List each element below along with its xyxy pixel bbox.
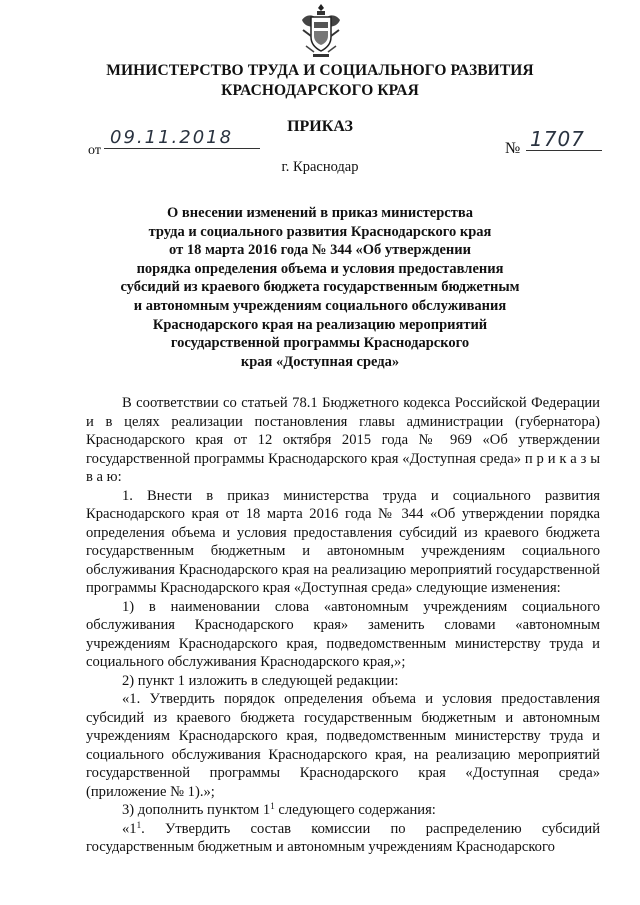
subject-line: субсидий из краевого бюджета государственным бюджетным: [120, 279, 520, 296]
body-paragraph: 1) в наименовании слова «автономным учреждениям социального обслуживания Краснодарского края» заменить словами «автономным учреждениям Краснодарского края, подведомственным министерству труда и социального обслуживания Краснодарского края,»;: [86, 598, 600, 670]
paragraph-text: «1: [122, 820, 137, 837]
number-label: №: [505, 140, 521, 157]
paragraph-text: . Утвердить состав комиссии по распределению субсидий государственным бюджетным и автономным учреждениям Краснодарского: [86, 820, 600, 855]
order-subject: [120, 204, 520, 371]
paragraph-text: 3) дополнить пунктом 1: [122, 802, 271, 818]
superscript: 1: [270, 801, 275, 811]
body-paragraph: 2) пункт 1 изложить в следующей редакции:: [122, 672, 399, 689]
subject-line: порядка определения объема и условия предоставления: [136, 260, 504, 277]
subject-line: труда и социального развития Краснодарского края: [148, 223, 492, 240]
body-paragraph: 1. Внести в приказ министерства труда и социального развития Краснодарского края от 18 марта 2016 года № 344 «Об утверждении порядка определения объема и условия предоставления субсидий из краевого бюджета государственным бюджетным и автономным учреждениям социального обслуживания Краснодарского края на реализацию мероприятий государственной программы Краснодарского края «Доступная среда» следующие изменения:: [86, 487, 600, 596]
coat-of-arms-icon: [296, 2, 346, 60]
order-title: ПРИКАЗ: [287, 118, 353, 135]
body-paragraph: В соответствии со статьей 78.1 Бюджетного кодекса Российской Федерации и в целях реализации постановления главы администрации (губернатора) Краснодарского края от 12 октября 2015 года № 969 «Об утверждении государственной программы Краснодарского края «Доступная среда» п р и к а з ы в а ю:: [86, 395, 600, 485]
ministry-name: [70, 61, 570, 101]
ministry-line-1: МИНИСТЕРСТВО ТРУДА И СОЦИАЛЬНОГО РАЗВИТИЯ: [106, 62, 534, 79]
date-label: от: [88, 143, 101, 158]
superscript: 1: [136, 819, 142, 830]
subject-line: края «Доступная среда»: [240, 353, 400, 370]
subject-line: государственной программы Краснодарского: [170, 335, 470, 352]
body-paragraph: [86, 820, 600, 857]
subject-line: от 18 марта 2016 года № 344 «Об утверждении: [169, 242, 471, 259]
subject-line: и автономным учреждениям социального обслуживания: [133, 297, 507, 314]
order-number: 1707: [526, 127, 602, 151]
order-date: 09.11.2018: [104, 127, 260, 149]
subject-line: Краснодарского края на реализацию мероприятий: [152, 316, 488, 333]
paragraph-text: следующего содержания:: [274, 802, 436, 818]
subject-line: О внесении изменений в приказ министерства: [167, 205, 473, 221]
body-paragraph: [86, 801, 600, 820]
city: г. Краснодар: [281, 159, 359, 175]
ministry-line-2: КРАСНОДАРСКОГО КРАЯ: [221, 82, 419, 99]
order-body: [86, 394, 600, 857]
body-paragraph: «1. Утвердить порядок определения объема и условия предоставления субсидий из краевого бюджета государственным бюджетным и автономным учреждениям Краснодарского края, подведомственным министерству труда и социального обслуживания Краснодарского края, на реализацию мероприятий государственной программы Краснодарского края «Доступная среда» (приложение № 1).»;: [86, 691, 600, 800]
